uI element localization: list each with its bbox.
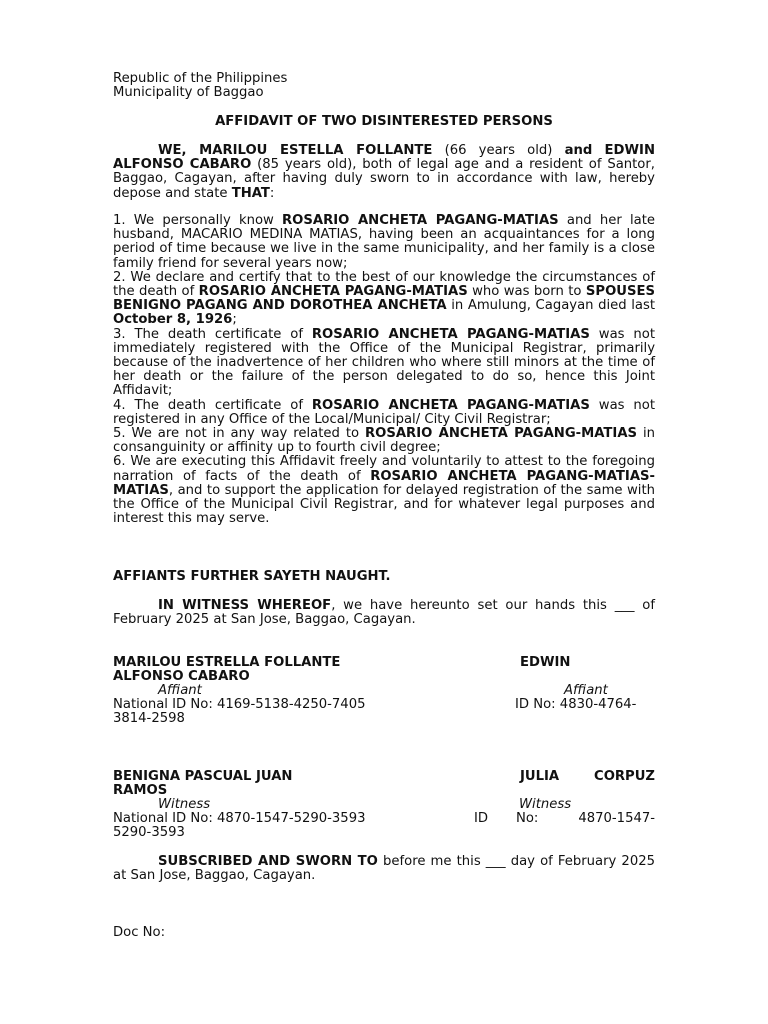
document-header [113, 72, 655, 100]
witness-ids-row-2 [113, 826, 655, 840]
witness-2-id-label-2: No: [516, 811, 539, 826]
header-republic: Republic of the Philippines [113, 71, 288, 86]
statement-3: 3. The death certificate of ROSARIO ANCHETA PAGANG-MATIAS was not immediately registered with the Office of the Municipal Registrar, primarily because of the inadvertence of her children who where still minors at the time of her death or the failure of the person delegated to do so, hence this Joint Affidavit; [113, 326, 655, 399]
affiant-2-id-rest: 3814-2598 [113, 711, 185, 726]
statement-5: 5. We are not in any way related to ROSARIO ANCHETA PAGANG-MATIAS in consanguinity or affinity up to fourth civil degree; [113, 426, 655, 456]
affiant-2-name-rest: ALFONSO CABARO [113, 669, 250, 684]
witness-2-name-middle: CORPUZ [594, 769, 655, 784]
witness-2-id: 4870-1547- [578, 811, 655, 826]
witness-ids-row [113, 812, 655, 826]
statement-6: 6. We are executing this Affidavit freely and voluntarily to attest to the foregoing narration of facts of the death of ROSARIO ANCHETA PAGANG-MATIAS-MATIAS, and to support the application for delayed registration of the same with the Office of the Municipal Civil Registrar, and for whatever legal purposes and interest this may serve. [113, 454, 655, 527]
statement-2: 2. We declare and certify that to the best of our knowledge the circumstances of the death of ROSARIO ANCHETA PAGANG-MATIAS who was born to SPOUSES BENIGNO PAGANG AND DOROTHEA ANCHETA in Amulung, Cagayan died last October 8, 1926; [113, 269, 656, 328]
witness-2-id-label-1: ID [474, 811, 489, 826]
affiant-1-id: National ID No: 4169-5138-4250-7405 [113, 697, 366, 712]
affiant-2-role: Affiant [564, 683, 608, 698]
affiant-2-id: ID No: 4830-4764- [515, 697, 637, 712]
numbered-statements [113, 214, 655, 526]
affiant-1-role: Affiant [158, 683, 202, 698]
witness-2-name-last: RAMOS [113, 783, 168, 798]
statement-4: 4. The death certificate of ROSARIO ANCHETA PAGANG-MATIAS was not registered in any Office of the Local/Municipal/ City Civil Registrar; [113, 397, 655, 427]
affiant-ids-row-2 [113, 712, 655, 726]
witness-1-role: Witness [158, 797, 211, 812]
witness-2-name-first: JULIA [520, 769, 560, 784]
document-title: AFFIDAVIT OF TWO DISINTERESTED PERSONS [215, 114, 553, 129]
doc-number: Doc No: [113, 925, 166, 940]
witness-names-row [113, 770, 655, 784]
witness-1-name: BENIGNA PASCUAL JUAN [113, 769, 293, 784]
header-municipality: Municipality of Baggao [113, 85, 264, 101]
witness-2-id-rest: 5290-3593 [113, 825, 185, 840]
affiant-1-name: MARILOU ESTRELLA FOLLANTE [113, 655, 341, 670]
affiant-2-name-first: EDWIN [520, 655, 571, 670]
statement-1: 1. We personally know ROSARIO ANCHETA PAGANG-MATIAS and her late husband, MACARIO MEDINA MATIAS, having been an acquaintances for a long period of time because we live in the same municipality, and her family is a close family friend for several years now; [113, 213, 655, 271]
witness-2-role: Witness [519, 797, 572, 812]
intro-paragraph: WE, MARILOU ESTELLA FOLLANTE (66 years old) and EDWIN ALFONSO CABARO (85 years old), both of legal age and a resident of Santor, Baggao, Cagayan, after having duly sworn to in accordance with law, hereby depose and state THAT: [113, 143, 655, 201]
witness-1-id: National ID No: 4870-1547-5290-3593 [113, 811, 366, 826]
witness-whereof-paragraph: IN WITNESS WHEREOF, we have hereunto set our hands this ___ of February 2025 at San Jose, Baggao, Cagayan. [113, 598, 655, 628]
further-sayeth: AFFIANTS FURTHER SAYETH NAUGHT. [113, 569, 391, 584]
affiant-ids-row [113, 698, 655, 712]
subscribed-paragraph: SUBSCRIBED AND SWORN TO before me this ___ day of February 2025 at San Jose, Baggao, Cagayan. [113, 854, 655, 884]
